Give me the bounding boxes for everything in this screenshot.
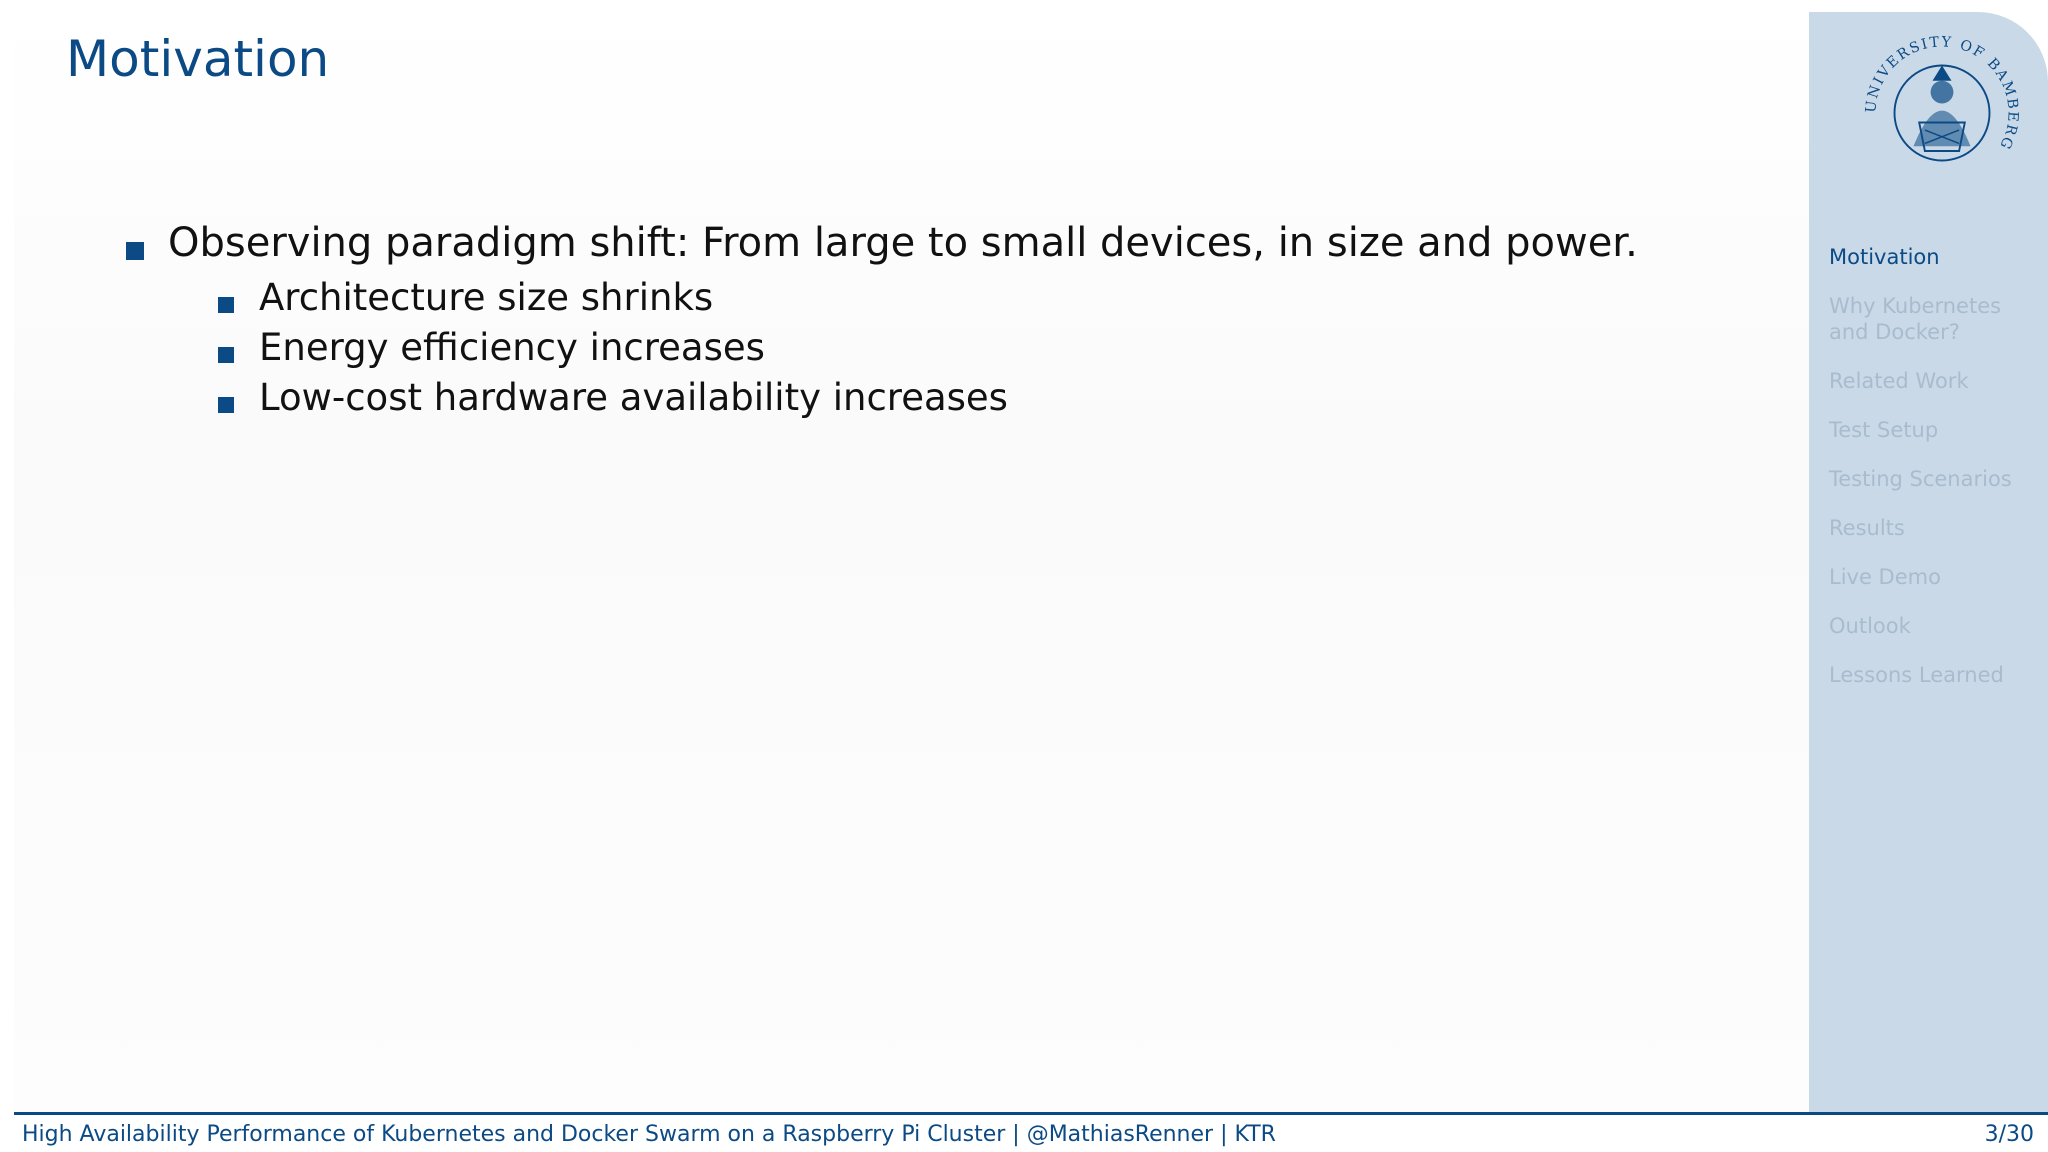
page-number: 3/30 (1984, 1122, 2034, 1147)
nav-item-related-work[interactable]: Related Work (1829, 369, 1969, 393)
nav-item-lessons-learned[interactable]: Lessons Learned (1829, 663, 2004, 687)
sub-bullet-text: Low-cost hardware availability increases (259, 376, 1008, 419)
nav-item-motivation[interactable]: Motivation (1829, 245, 1940, 269)
sub-bullet-text: Energy efficiency increases (259, 326, 765, 369)
bullet-list (110, 212, 1710, 426)
nav-item-why-kubernetes[interactable]: Why Kubernetes and Docker? (1829, 294, 2002, 344)
slide-title: Motivation (66, 30, 330, 88)
sub-bullet-item (110, 326, 1710, 376)
section-nav (1829, 244, 2044, 711)
footer-divider (14, 1112, 2048, 1115)
sidebar (1809, 12, 2048, 1112)
bullet-item (110, 212, 1710, 276)
bullet-text: Observing paradigm shift: From large to small devices, in size and power. (168, 220, 1638, 266)
nav-item-test-setup[interactable]: Test Setup (1829, 418, 1939, 442)
slide (14, 12, 2048, 1152)
nav-item-results[interactable]: Results (1829, 516, 1905, 540)
sub-bullet-item (110, 376, 1710, 426)
slide-content (14, 12, 1809, 1112)
nav-item-testing-scenarios[interactable]: Testing Scenarios (1829, 467, 2012, 491)
square-bullet-icon (218, 397, 234, 413)
nav-item-live-demo[interactable]: Live Demo (1829, 565, 1941, 589)
footer-title: High Availability Performance of Kubernetes and Docker Swarm on a Raspberry Pi Cluster | @MathiasRenner | KTR (22, 1122, 1276, 1147)
square-bullet-icon (218, 347, 234, 363)
sub-bullet-list (110, 276, 1710, 426)
svg-text:UNIVERSITY OF BAMBERG: UNIVERSITY OF BAMBERG (1863, 34, 2021, 153)
sub-bullet-item (110, 276, 1710, 326)
square-bullet-icon (126, 242, 144, 260)
square-bullet-icon (218, 297, 234, 313)
nav-item-outlook[interactable]: Outlook (1829, 614, 1911, 638)
university-seal-logo (1847, 18, 2037, 208)
sub-bullet-text: Architecture size shrinks (259, 276, 714, 319)
